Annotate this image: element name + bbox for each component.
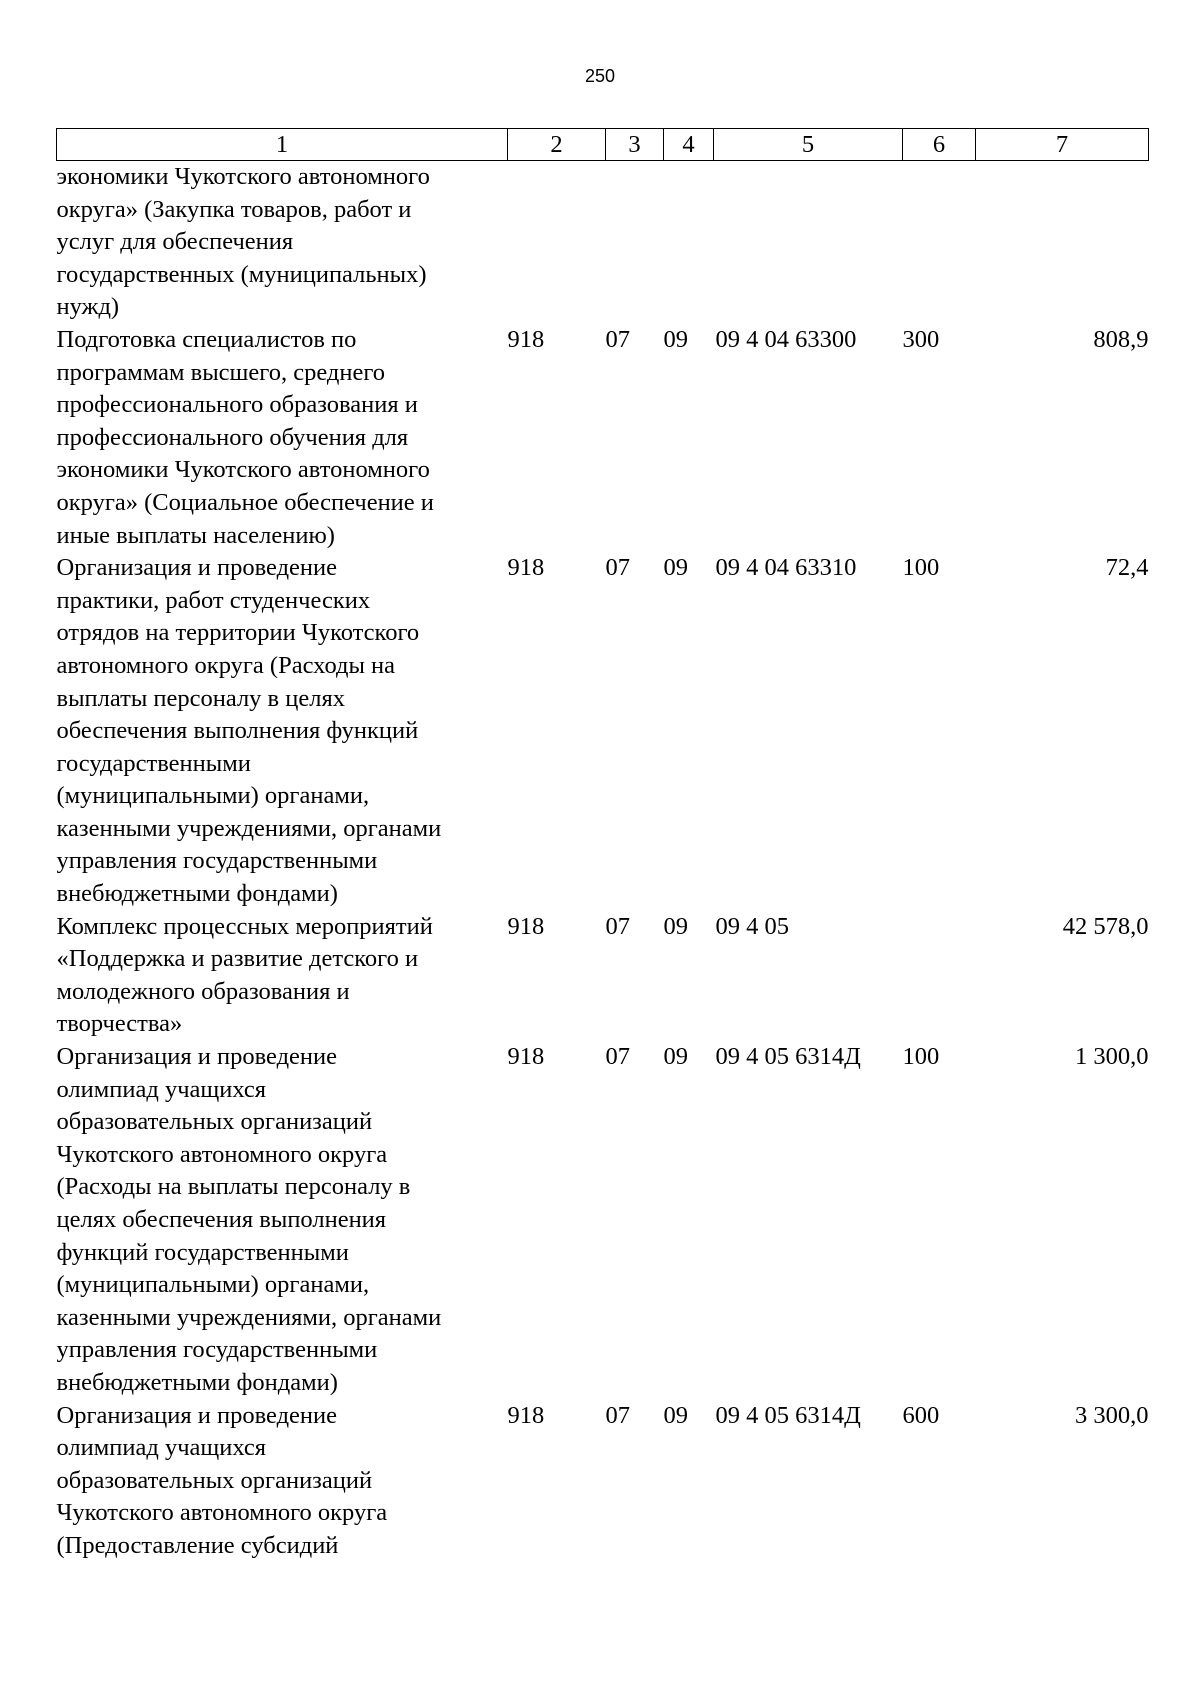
description-line: государственными	[56, 749, 251, 777]
table-row	[57, 552, 1149, 911]
description-line: округа» (Социальное обеспечение и	[56, 488, 434, 516]
amount-cell: 1 300,0	[1075, 1043, 1149, 1071]
description-line: Организация и проведение	[56, 1401, 338, 1429]
amount-cell: 808,9	[1093, 325, 1149, 353]
description-line: «Поддержка и развитие детского и	[56, 945, 419, 973]
admin-code-cell: 918	[507, 325, 545, 353]
description-line: профессионального обучения для	[56, 423, 409, 451]
subsection-cell: 09	[663, 912, 688, 940]
expense-type-cell: 600	[902, 1401, 940, 1429]
amount-cell: 72,4	[1105, 554, 1149, 582]
description-line: Комплекс процессных мероприятий	[56, 912, 433, 940]
amount-cell: 42 578,0	[1062, 912, 1149, 940]
page-number: 250	[584, 66, 616, 86]
admin-code-cell	[508, 161, 606, 324]
description-line: Организация и проведение	[56, 554, 338, 582]
description-line: отрядов на территории Чукотского	[56, 619, 420, 647]
description-cell	[57, 552, 508, 911]
section-cell: 07	[605, 554, 630, 582]
table-row	[57, 324, 1149, 552]
description-line: нужд)	[56, 293, 120, 321]
target-article-cell: 09 4 05 6314Д	[715, 1043, 861, 1071]
target-article-cell: 09 4 05	[715, 912, 789, 940]
table-row	[57, 161, 1149, 324]
description-line: управления государственными	[56, 847, 378, 875]
section-cell	[606, 161, 664, 324]
expense-type-cell	[903, 161, 976, 324]
table-row	[57, 911, 1149, 1041]
column-header: 5	[714, 129, 903, 161]
description-line: управления государственными	[56, 1336, 378, 1364]
description-line: иные выплаты населению)	[56, 521, 335, 549]
table-row	[57, 1041, 1149, 1400]
description-line: (Предоставление субсидий	[56, 1531, 339, 1559]
target-article-cell: 09 4 05 6314Д	[715, 1401, 861, 1429]
section-cell: 07	[605, 1401, 630, 1429]
description-line: программам высшего, среднего	[56, 358, 386, 386]
description-line: практики, работ студенческих	[56, 586, 371, 614]
description-cell	[57, 324, 508, 552]
description-line: (муниципальными) органами,	[56, 782, 370, 810]
description-line: внебюджетными фондами)	[56, 1368, 338, 1396]
section-cell: 07	[605, 912, 630, 940]
column-header: 1	[57, 129, 508, 161]
description-line: экономики Чукотского автономного	[56, 456, 430, 484]
expense-type-cell	[903, 911, 976, 1041]
description-line: (муниципальными) органами,	[56, 1271, 370, 1299]
description-line: внебюджетными фондами)	[56, 880, 338, 908]
expense-type-cell: 100	[902, 554, 940, 582]
table-body	[57, 161, 1149, 1563]
expense-type-cell: 300	[902, 325, 940, 353]
description-cell	[57, 1400, 508, 1563]
amount-cell	[976, 161, 1149, 324]
column-header: 4	[664, 129, 714, 161]
description-line: творчества»	[56, 1010, 183, 1038]
description-line: округа» (Закупка товаров, работ и	[56, 195, 412, 223]
subsection-cell: 09	[663, 325, 688, 353]
column-header: 2	[508, 129, 606, 161]
description-line: образовательных организаций	[56, 1108, 373, 1136]
column-header: 7	[976, 129, 1149, 161]
column-number-header	[57, 129, 1149, 161]
admin-code-cell: 918	[507, 912, 545, 940]
description-line: автономного округа (Расходы на	[56, 651, 396, 679]
description-line: целях обеспечения выполнения	[56, 1206, 387, 1233]
column-header: 6	[903, 129, 976, 161]
subsection-cell	[664, 161, 714, 324]
subsection-cell: 09	[663, 1043, 688, 1071]
admin-code-cell: 918	[507, 1043, 545, 1071]
description-line: молодежного образования и	[56, 977, 350, 1005]
admin-code-cell: 918	[507, 1401, 545, 1429]
expense-type-cell: 100	[902, 1043, 940, 1071]
description-line: выплаты персоналу в целях	[56, 684, 345, 712]
amount-cell: 3 300,0	[1075, 1401, 1149, 1429]
budget-table	[56, 128, 1149, 1563]
description-cell	[57, 911, 508, 1041]
description-line: казенными учреждениями, органами	[56, 814, 442, 842]
description-line: (Расходы на выплаты персоналу в	[56, 1173, 411, 1201]
description-line: обеспечения выполнения функций	[56, 717, 419, 745]
table-row	[57, 1400, 1149, 1563]
subsection-cell: 09	[663, 1401, 688, 1429]
description-line: казенными учреждениями, органами	[56, 1303, 442, 1331]
description-line: олимпиад учащихся	[56, 1434, 267, 1462]
section-cell: 07	[605, 325, 630, 353]
admin-code-cell: 918	[507, 554, 545, 582]
description-line: профессионального образования и	[56, 391, 418, 419]
description-cell	[57, 161, 508, 324]
description-line: Чукотского автономного округа	[56, 1140, 388, 1168]
description-line: олимпиад учащихся	[56, 1075, 267, 1103]
description-line: Подготовка специалистов по	[56, 325, 357, 353]
target-article-cell: 09 4 04 63310	[715, 554, 857, 582]
description-line: образовательных организаций	[56, 1466, 373, 1494]
section-cell: 07	[605, 1043, 630, 1071]
subsection-cell: 09	[663, 554, 688, 582]
description-line: Чукотского автономного округа	[56, 1499, 388, 1527]
description-line: Организация и проведение	[56, 1043, 338, 1071]
target-article-cell: 09 4 04 63300	[715, 325, 857, 353]
description-line: государственных (муниципальных)	[56, 260, 427, 288]
description-line: функций государственными	[56, 1238, 349, 1266]
column-header: 3	[606, 129, 664, 161]
description-line: услуг для обеспечения	[56, 228, 294, 256]
description-line: экономики Чукотского автономного	[56, 163, 430, 190]
description-cell	[57, 1041, 508, 1400]
target-article-cell	[714, 161, 903, 324]
